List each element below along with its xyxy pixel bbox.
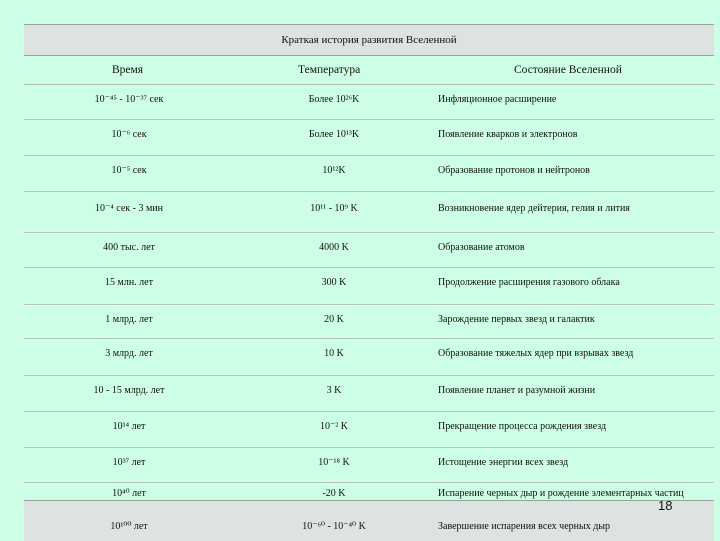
table-row bbox=[24, 338, 714, 376]
cell-state: Зарождение первых звезд и галактик bbox=[438, 314, 595, 325]
cell-temperature: 10¹²K bbox=[322, 165, 346, 176]
cell-time: 15 млн. лет bbox=[105, 277, 153, 288]
cell-time: 10⁻⁴ сек - 3 мин bbox=[95, 203, 163, 214]
cell-time: 1 млрд. лет bbox=[105, 314, 153, 325]
cell-state: Продолжение расширения газового облака bbox=[438, 277, 620, 288]
cell-temperature: Более 10¹³K bbox=[308, 129, 360, 140]
cell-state: Образование тяжелых ядер при взрывах звезд bbox=[438, 348, 634, 359]
cell-temperature: 10¹¹ - 10⁹ K bbox=[310, 203, 358, 214]
cell-temperature: 300 K bbox=[321, 277, 347, 288]
table-row bbox=[24, 482, 714, 500]
cell-state: Испарение черных дыр и рождение элементарных частиц bbox=[438, 488, 684, 499]
cell-state: Завершение испарения всех черных дыр bbox=[438, 521, 611, 532]
table-row bbox=[24, 304, 714, 339]
cell-state: Прекращение процесса рождения звезд bbox=[438, 421, 607, 432]
cell-temperature: -20 K bbox=[322, 488, 346, 499]
cell-state: Появление кварков и электронов bbox=[438, 129, 578, 140]
cell-time: 10⁻⁵ сек bbox=[111, 165, 147, 176]
cell-temperature: Более 10²⁶K bbox=[308, 94, 360, 105]
cell-time: 10⁻⁴⁵ - 10⁻³⁷ сек bbox=[94, 94, 164, 105]
table-row bbox=[24, 447, 714, 483]
table-row bbox=[24, 267, 714, 305]
cell-time: 10³⁷ лет bbox=[112, 457, 146, 468]
cell-time: 10¹⁴ лет bbox=[112, 421, 146, 432]
cell-time: 400 тыс. лет bbox=[103, 242, 155, 253]
cell-time: 10⁴⁰ лет bbox=[112, 488, 146, 499]
table-row bbox=[24, 375, 714, 412]
table-title: Краткая история развития Вселенной bbox=[281, 34, 457, 46]
cell-time: 10¹⁰⁰ лет bbox=[110, 521, 148, 532]
cell-state: Инфляционное расширение bbox=[438, 94, 557, 105]
table-row bbox=[24, 119, 714, 156]
table-row bbox=[24, 411, 714, 448]
table-row-last bbox=[24, 500, 714, 541]
table-header-row bbox=[24, 54, 714, 85]
header-time: Время bbox=[112, 64, 144, 76]
slide-number: 18 bbox=[658, 498, 673, 513]
cell-temperature: 20 K bbox=[324, 314, 344, 325]
cell-temperature: 3 K bbox=[326, 385, 342, 396]
cell-temperature: 4000 K bbox=[319, 242, 349, 253]
cell-temperature: 10⁻⁶⁰ - 10⁻⁴⁰ K bbox=[302, 521, 366, 532]
cell-state: Появление планет и разумной жизни bbox=[438, 385, 596, 396]
cell-time: 10⁻⁶ сек bbox=[111, 129, 147, 140]
table-row bbox=[24, 191, 714, 233]
cell-state: Образование протонов и нейтронов bbox=[438, 165, 590, 176]
cell-state: Возникновение ядер дейтерия, гелия и лития bbox=[438, 203, 630, 214]
table-row bbox=[24, 84, 714, 120]
cell-time: 10 - 15 млрд. лет bbox=[93, 385, 165, 396]
cell-time: 3 млрд. лет bbox=[105, 348, 153, 359]
table-title-row bbox=[24, 24, 714, 56]
history-table bbox=[24, 24, 714, 540]
header-state: Состояние Вселенной bbox=[514, 64, 622, 76]
cell-state: Истощение энергии всех звезд bbox=[438, 457, 569, 468]
cell-state: Образование атомов bbox=[438, 242, 525, 253]
header-temperature: Температура bbox=[298, 64, 361, 76]
cell-temperature: 10 K bbox=[324, 348, 344, 359]
table-row bbox=[24, 155, 714, 192]
table-row bbox=[24, 232, 714, 268]
cell-temperature: 10⁻¹⁸ K bbox=[318, 457, 350, 468]
cell-temperature: 10⁻² K bbox=[320, 421, 348, 432]
